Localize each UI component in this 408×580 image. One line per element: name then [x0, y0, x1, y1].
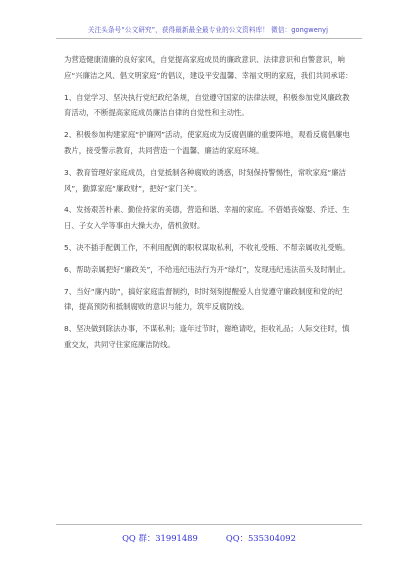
document-body	[64, 52, 356, 359]
footer-divider	[56, 524, 362, 525]
qq-number: QQ：535304092	[225, 533, 296, 543]
pledge-item-2: 2、积极参加构建家庭“护廉网”活动，使家庭成为反腐倡廉的重要阵地，观看反腐倡廉电教片，接受警示教育，共同营造一个温馨、廉洁的家庭环境。	[64, 130, 350, 155]
header-divider	[56, 38, 362, 39]
pledge-item-7: 7、当好“廉内助”，搞好家庭监督制约，时时刻刻提醒爱人自觉遵守廉政制度和党的纪律，提高预防和抵制腐败的意识与能力，筑牢反腐防线。	[64, 286, 343, 312]
pledge-item-5: 5、决不插手配偶工作，不利用配偶的职权谋取私利，不收礼受贿、不帮亲属收礼受贿。	[64, 242, 350, 252]
header-banner: 关注头条号“公文研究”，获得最新最全最专业的公文资料库！ 微信：gongwenyj	[87, 26, 329, 34]
intro-paragraph: 为营造健康清廉的良好家风，自觉提高家庭成员的廉政意识、法律意识和自警意识，响应“兴廉洁之风、倡文明家庭”的倡议，建设平安温馨、幸福文明的家庭，我们共同承诺：	[64, 55, 353, 80]
pledge-item-8: 8、坚决做到除法办事，不谋私利；逢年过节时，谢绝请吃，拒收礼品；人际交往时，慎重交友，共同守住家庭廉洁防线。	[64, 324, 350, 349]
qq-group-number: QQ 群：31991489	[122, 533, 198, 543]
pledge-item-6: 6、帮助亲属把好“廉政关”，不给违纪违法行为开“绿灯”，发现违纪违法苗头及时制止。	[64, 264, 351, 274]
pledge-item-1: 1、自觉学习、坚决执行党纪政纪条规，自觉遵守国家的法律法规，积极参加党风廉政教育活动，不断提高家庭成员廉洁自律的自觉性和主动性。	[64, 92, 350, 118]
footer	[56, 532, 362, 544]
pledge-item-3: 3、教育管理好家庭成员，自觉抵制各种腐败的诱惑，时刻保持警惕性，常吹家庭“廉洁风”，勤算家庭“廉政财”，把好“家门关”。	[64, 167, 346, 193]
pledge-item-4: 4、发扬艰苦朴素、勤俭持家的美德，营造和谐、幸福的家庭。不借婚丧嫁娶、乔迁、生日、子女入学等事由大操大办，借机敛财。	[64, 205, 350, 231]
